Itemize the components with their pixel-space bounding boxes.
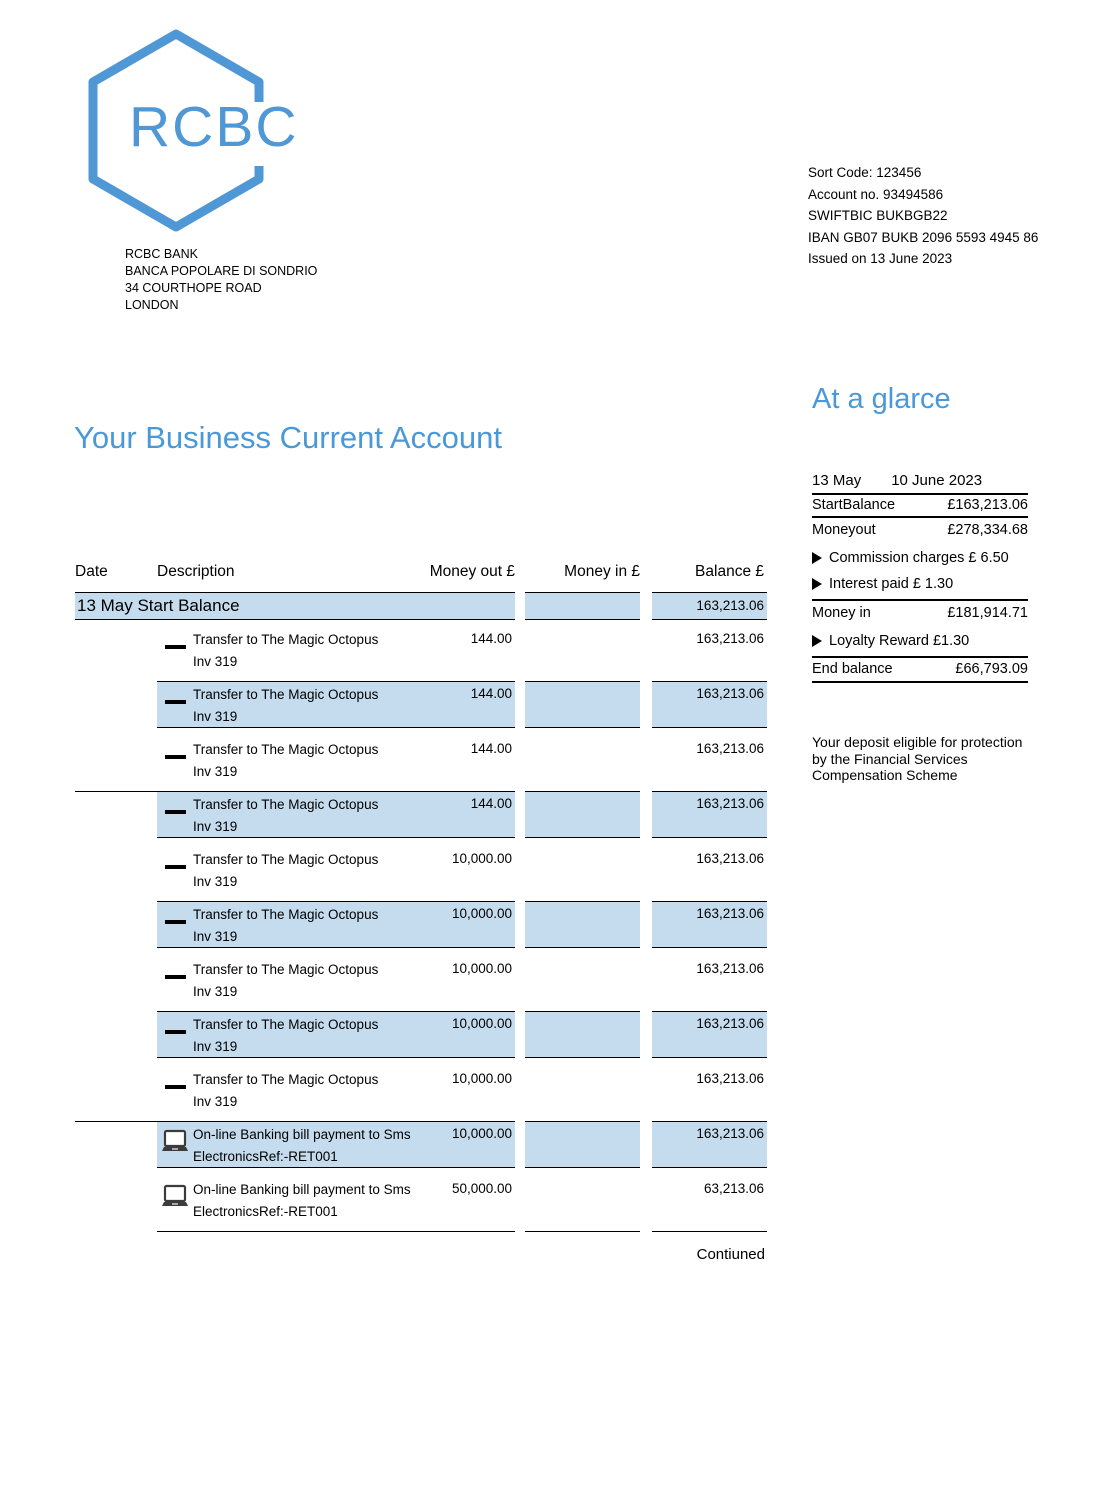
money-in-value bbox=[525, 1066, 640, 1113]
glance-interest-row bbox=[812, 576, 1028, 592]
table-row bbox=[75, 791, 767, 838]
money-out-value: 10,000.00 bbox=[451, 906, 512, 921]
transfer-icon bbox=[165, 645, 186, 649]
triangle-bullet-icon bbox=[812, 552, 822, 564]
account-info-block bbox=[808, 162, 1038, 270]
money-out-value: 144.00 bbox=[470, 631, 512, 646]
balance-value: 63,213.06 bbox=[703, 1181, 764, 1196]
money-in-value bbox=[525, 736, 640, 783]
bank-name: RCBC BANK bbox=[125, 247, 198, 261]
table-row bbox=[75, 901, 767, 948]
transfer-icon bbox=[165, 700, 186, 704]
balance-value: 163,213.06 bbox=[696, 631, 764, 646]
transaction-description: On-line Banking bill payment to Sms ElectronicsRef:-RET001 bbox=[193, 1182, 411, 1219]
money-in-value: £181,914.71 bbox=[947, 605, 1028, 621]
glance-title: At a glarce bbox=[812, 383, 951, 415]
transaction-description: Transfer to The Magic Octopus Inv 319 bbox=[193, 797, 379, 834]
glance-panel bbox=[812, 470, 1028, 683]
end-balance-label: End balance bbox=[812, 661, 893, 677]
loyalty-reward: Loyalty Reward £1.30 bbox=[829, 633, 970, 649]
bank-city: LONDON bbox=[125, 298, 179, 312]
online-banking-laptop-icon bbox=[160, 1129, 190, 1155]
transfer-icon bbox=[165, 865, 186, 869]
transaction-description: Transfer to The Magic Octopus Inv 319 bbox=[193, 852, 379, 889]
balance-value: 163,213.06 bbox=[696, 851, 764, 866]
online-banking-laptop-icon bbox=[160, 1184, 190, 1210]
header-main bbox=[157, 562, 515, 592]
money-out-value: 10,000.00 bbox=[451, 961, 512, 976]
header-balance: Balance £ bbox=[695, 563, 764, 580]
balance-value: 163,213.06 bbox=[652, 681, 767, 728]
end-balance-value: £66,793.09 bbox=[955, 661, 1028, 677]
table-row bbox=[75, 681, 767, 728]
money-in-label: Money in bbox=[812, 605, 871, 621]
glance-end-balance-row bbox=[812, 656, 1028, 683]
glance-loyalty-row bbox=[812, 633, 1028, 649]
transaction-description: Transfer to The Magic Octopus Inv 319 bbox=[193, 632, 379, 669]
money-out-value: 10,000.00 bbox=[451, 1016, 512, 1031]
commission-charges: Commission charges £ 6.50 bbox=[829, 550, 1009, 566]
table-bottom-rule bbox=[75, 1231, 767, 1233]
glance-period-row bbox=[812, 470, 1028, 495]
account-number: Account no. 93494586 bbox=[808, 186, 944, 202]
money-out-value: 144.00 bbox=[470, 796, 512, 811]
start-balance-label: 13 May Start Balance bbox=[75, 592, 515, 620]
transfer-icon bbox=[165, 1085, 186, 1089]
date-group-separator bbox=[75, 791, 157, 838]
rcbc-logo-text: RCBC bbox=[129, 95, 299, 159]
start-balance-row bbox=[75, 592, 767, 620]
transaction-description: Transfer to The Magic Octopus Inv 319 bbox=[193, 907, 379, 944]
money-out-label: Moneyout bbox=[812, 522, 876, 538]
period-start: 13 May bbox=[812, 472, 862, 489]
money-out-value: 10,000.00 bbox=[451, 851, 512, 866]
balance-value: 163,213.06 bbox=[652, 901, 767, 948]
transfer-icon bbox=[165, 755, 186, 759]
money-out-value: £278,334.68 bbox=[947, 522, 1028, 538]
continued-label: Contiuned bbox=[696, 1246, 765, 1263]
money-in-value bbox=[525, 1176, 640, 1223]
money-in-value bbox=[525, 681, 640, 728]
table-row bbox=[75, 1121, 767, 1168]
interest-paid: Interest paid £ 1.30 bbox=[829, 576, 954, 592]
start-balance-money-in bbox=[525, 592, 640, 620]
balance-value: 163,213.06 bbox=[652, 1121, 767, 1168]
issued-date: Issued on 13 June 2023 bbox=[808, 251, 953, 266]
swift-bic: SWIFTBIC BUKBGB22 bbox=[808, 208, 948, 223]
balance-value: 163,213.06 bbox=[696, 1071, 764, 1086]
table-row bbox=[75, 736, 767, 783]
money-in-value bbox=[525, 846, 640, 893]
table-row bbox=[75, 626, 767, 673]
money-out-value: 10,000.00 bbox=[451, 1126, 512, 1141]
balance-value: 163,213.06 bbox=[696, 961, 764, 976]
money-out-value: 144.00 bbox=[470, 686, 512, 701]
money-in-value bbox=[525, 626, 640, 673]
money-in-value bbox=[525, 901, 640, 948]
page-title: Your Business Current Account bbox=[74, 420, 502, 455]
start-balance-amount: 163,213.06 bbox=[652, 592, 767, 620]
money-in-value bbox=[525, 1011, 640, 1058]
transaction-description: Transfer to The Magic Octopus Inv 319 bbox=[193, 742, 379, 779]
table-row bbox=[75, 846, 767, 893]
transactions-table bbox=[75, 562, 767, 1263]
transaction-description: Transfer to The Magic Octopus Inv 319 bbox=[193, 962, 379, 999]
money-in-value bbox=[525, 791, 640, 838]
date-group-separator bbox=[75, 1121, 157, 1168]
transaction-description: Transfer to The Magic Octopus Inv 319 bbox=[193, 1072, 379, 1109]
glance-commission-row bbox=[812, 550, 1028, 566]
table-header-row bbox=[75, 562, 767, 592]
period-end: 10 June 2023 bbox=[891, 472, 983, 489]
header-description: Description bbox=[157, 563, 235, 580]
glance-money-out-row bbox=[812, 518, 1028, 540]
iban: IBAN GB07 BUKB 2096 5593 4945 86 bbox=[808, 229, 1039, 245]
money-in-value bbox=[525, 956, 640, 1003]
bank-street: 34 COURTHOPE ROAD bbox=[125, 281, 262, 295]
money-out-value: 50,000.00 bbox=[451, 1181, 512, 1196]
money-out-value: 10,000.00 bbox=[451, 1071, 512, 1086]
start-balance-value: £163,213.06 bbox=[947, 497, 1028, 513]
transfer-icon bbox=[165, 975, 186, 979]
transfer-icon bbox=[165, 1030, 186, 1034]
glance-money-in-row bbox=[812, 599, 1028, 623]
triangle-bullet-icon bbox=[812, 578, 822, 590]
glance-start-balance-row bbox=[812, 495, 1028, 518]
transfer-icon bbox=[165, 810, 186, 814]
header-date: Date bbox=[75, 563, 108, 580]
transaction-description: Transfer to The Magic Octopus Inv 319 bbox=[193, 1017, 379, 1054]
header-money-out: Money out £ bbox=[429, 563, 515, 580]
bank-group: BANCA POPOLARE DI SONDRIO bbox=[125, 264, 318, 278]
bank-address-block bbox=[125, 246, 317, 314]
triangle-bullet-icon bbox=[812, 635, 822, 647]
transaction-description: Transfer to The Magic Octopus Inv 319 bbox=[193, 687, 379, 724]
balance-value: 163,213.06 bbox=[696, 741, 764, 756]
table-row bbox=[75, 1011, 767, 1058]
deposit-protection-note: Your deposit eligible for protection by the Financial Services Compensation Scheme bbox=[812, 734, 1023, 783]
money-out-value: 144.00 bbox=[470, 741, 512, 756]
sort-code: Sort Code: 123456 bbox=[808, 165, 922, 180]
table-row bbox=[75, 956, 767, 1003]
start-balance-label: StartBalance bbox=[812, 497, 896, 513]
money-in-value bbox=[525, 1121, 640, 1168]
table-row bbox=[75, 1066, 767, 1113]
balance-value: 163,213.06 bbox=[652, 1011, 767, 1058]
transaction-description: On-line Banking bill payment to Sms ElectronicsRef:-RET001 bbox=[193, 1127, 411, 1164]
balance-value: 163,213.06 bbox=[652, 791, 767, 838]
table-row bbox=[75, 1176, 767, 1223]
header-money-in: Money in £ bbox=[564, 563, 640, 580]
transfer-icon bbox=[165, 920, 186, 924]
